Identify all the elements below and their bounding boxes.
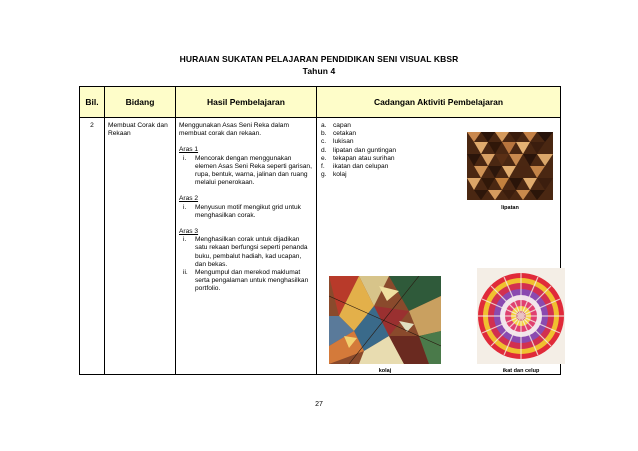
list-item <box>321 122 396 130</box>
header-bidang: Bidang <box>105 87 176 118</box>
list-item <box>321 147 396 155</box>
list-item <box>321 171 396 179</box>
header-cadangan-aktiviti: Cadangan Aktiviti Pembelajaran <box>317 87 561 118</box>
ikat-celup-image <box>477 268 565 364</box>
activity-text: kolaj <box>333 171 347 179</box>
activity-text: cetakan <box>333 130 357 138</box>
activity-letter: b. <box>321 130 327 138</box>
item-number: ii. <box>183 269 188 277</box>
list-item <box>321 138 396 146</box>
caption-ikat-celup: ikat dan celup <box>502 368 540 374</box>
activity-text: tekapan atau surihan <box>333 154 395 162</box>
table-row <box>80 118 561 375</box>
item-number: i. <box>183 236 187 244</box>
caption-kolaj: kolaj <box>378 368 392 374</box>
intro-text: Menggunakan Asas Seni Reka dalam membuat corak dan rekaan. <box>179 122 289 138</box>
activity-text: ikatan dan celupan <box>333 163 389 171</box>
activity-text: lipatan dan guntingan <box>333 146 397 154</box>
list-item <box>179 155 312 188</box>
item-text: Mencorak dengan menggunakan elemen Asas Seni Reka seperti garisan, rupa, bentuk, warna, jalinan dan ruang melalui penerokaan. <box>195 154 312 187</box>
cell-hasil-pembelajaran <box>176 118 317 375</box>
activity-letter: g. <box>321 171 327 179</box>
list-item <box>321 163 396 171</box>
kolaj-image <box>329 276 441 364</box>
list-item <box>179 204 312 220</box>
syllabus-table <box>79 86 561 375</box>
document-title: HURAIAN SUKATAN PELAJARAN PENDIDIKAN SENI VISUAL KBSR <box>179 54 459 64</box>
header-bil: Bil. <box>80 87 105 118</box>
cell-bidang: Membuat Corak dan Rekaan <box>105 118 176 375</box>
activity-letter: d. <box>321 146 327 154</box>
item-text: Mengumpul dan merekod maklumat serta pengalaman untuk menghasilkan portfolio. <box>195 269 309 293</box>
level-heading-3: Aras 3 <box>179 228 199 236</box>
item-text: Menghasilkan corak untuk dijadikan satu rekaan berfungsi seperti penanda buku, pembalut hadiah, kad ucapan, dan bekas. <box>195 236 308 268</box>
item-text: Menyusun motif mengikut grid untuk menghasilkan corak. <box>195 203 301 219</box>
list-item <box>321 155 396 163</box>
activity-list <box>321 122 396 179</box>
activity-text: lukisan <box>333 138 354 146</box>
cell-bil: 2 <box>80 118 105 375</box>
page-number: 27 <box>315 401 323 408</box>
activity-text: capan <box>333 122 351 129</box>
activity-letter: c. <box>321 138 327 146</box>
cell-cadangan-aktiviti <box>317 118 561 375</box>
activity-letter: f. <box>321 163 325 171</box>
lipatan-image <box>467 132 553 200</box>
header-hasil-pembelajaran: Hasil Pembelajaran <box>176 87 317 118</box>
activity-letter: a. <box>321 122 327 129</box>
caption-lipatan: lipatan <box>501 205 519 211</box>
table-header-row <box>80 87 561 118</box>
document-subtitle: Tahun 4 <box>302 66 336 76</box>
list-item <box>179 236 312 269</box>
list-item <box>321 130 396 138</box>
level-heading-2: Aras 2 <box>179 195 199 203</box>
activity-letter: e. <box>321 154 327 162</box>
level-heading-1: Aras 1 <box>179 146 199 154</box>
list-item <box>179 269 312 294</box>
item-number: i. <box>183 154 187 162</box>
item-number: i. <box>183 203 187 211</box>
